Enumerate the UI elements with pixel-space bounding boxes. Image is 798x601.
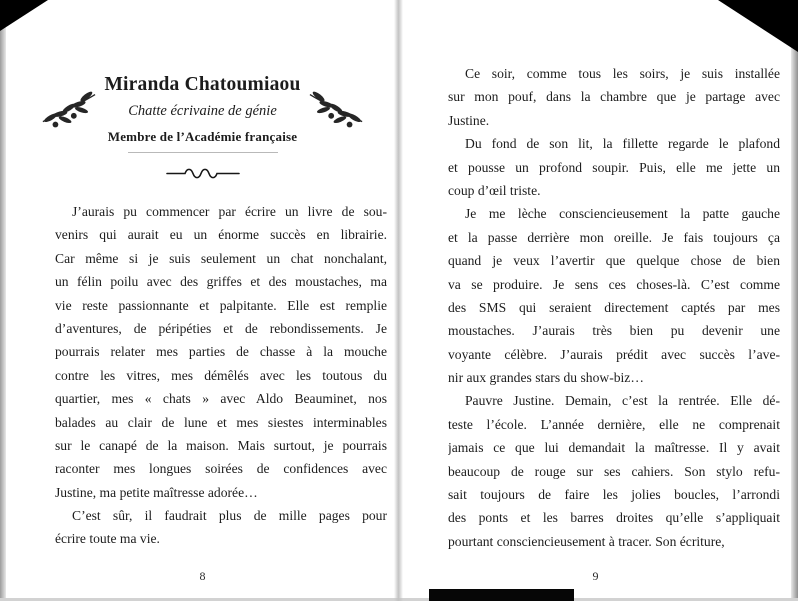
text-line: J’aurais pu commencer par écrire un livre de sou-	[72, 204, 387, 219]
laurel-branch-right-icon	[308, 88, 366, 139]
text-line: venirs qui aurait eu un énorme succès en librairie.	[55, 227, 387, 243]
text-line: d’aventures, de péripéties et de rebondissements. Je	[55, 320, 387, 336]
text-line: jamais ce que lui demandait la maîtresse. Il y avait	[448, 440, 780, 456]
page-number-right: 9	[592, 569, 599, 583]
text-line: contre les vitres, mes démêlés avec les toutous du	[55, 367, 387, 383]
paragraph	[448, 132, 780, 202]
left-page-text	[55, 200, 387, 551]
right-page	[401, 0, 790, 601]
text-line: C’est sûr, il faudrait plus de mille pages pour	[72, 508, 387, 524]
text-line: Pauvre Justine. Demain, c’est la rentrée. Elle dé-	[465, 393, 780, 409]
text-line: moustaches. J’aurais très bien pu devenir une	[448, 323, 780, 339]
text-line: des SMS qui seraient directement captés par mes	[448, 299, 780, 315]
paragraph	[448, 62, 780, 132]
text-line: Justine, ma petite maîtresse adorée…	[55, 484, 258, 500]
paragraph	[448, 202, 780, 389]
text-line: sur mon pouf, dans la chambre que je partage avec	[448, 89, 780, 105]
paragraph	[55, 504, 387, 551]
ornament-divider-icon	[8, 166, 397, 186]
book-title: Miranda Chatoumiaou	[104, 74, 301, 95]
text-line: Car même si je suis seulement un chat nonchalant,	[55, 250, 387, 266]
scan-edge-left	[0, 0, 6, 601]
text-line: beaucoup de rouge sur ses cahiers. Son stylo refu-	[448, 463, 780, 479]
text-line: sur le canapé de la maison. Mais surtout, je pourrais	[55, 437, 387, 453]
text-line: coup d’œil triste.	[448, 182, 541, 198]
text-line: et pousse un profond soupir. Puis, elle me jette un	[448, 159, 780, 175]
page-number-left: 8	[199, 569, 206, 583]
text-line: quand je veux l’avertir que quelque chose de bien	[448, 253, 780, 269]
text-line: pourtant consciencieusement à tracer. Son écriture,	[448, 533, 725, 549]
text-line: écrire toute ma vie.	[55, 531, 160, 547]
text-line: sait toujours de faire les jolies boucles, l’arrondi	[448, 487, 780, 503]
text-line: Du fond de son lit, la fillette regarde le plafond	[465, 136, 780, 152]
paragraph	[448, 389, 780, 553]
text-line: nir aux grandes stars du show-biz…	[448, 370, 644, 386]
right-page-text	[448, 62, 780, 553]
text-line: un félin poilu avec des griffes et des moustaches, ma	[55, 274, 387, 290]
text-line: Je me lèche consciencieusement la patte gauche	[465, 206, 780, 222]
book-header	[8, 74, 397, 153]
text-line: des ponts et les barres droites qu’elle s’appliquait	[448, 510, 780, 526]
header-text	[104, 74, 300, 153]
left-page	[8, 0, 397, 601]
text-line: vie reste passionnante et palpitante. Elle est remplie	[55, 297, 387, 313]
text-line: Justine.	[448, 112, 490, 128]
text-line: pourrais relater mes parties de chasse à la mouche	[55, 344, 387, 360]
book-subtitle: Chatte écrivaine de génie	[128, 103, 277, 119]
text-line: raconter mes longues soirées de confidences avec	[55, 461, 387, 477]
paragraph	[55, 200, 387, 504]
text-line: et la passe derrière mon oreille. Je fais toujours ça	[448, 229, 780, 245]
text-line: teste l’école. L’année dernière, elle ne comprenait	[448, 416, 780, 432]
book-affiliation: Membre de l’Académie française	[107, 129, 298, 144]
scan-edge-right	[791, 0, 798, 601]
text-line: voyante célèbre. J’aurais prédit avec succès l’ave-	[448, 346, 780, 362]
text-line: quartier, mes « chats » avec Aldo Beauminet, nos	[55, 391, 387, 407]
laurel-branch-left-icon	[39, 88, 97, 139]
text-line: Ce soir, comme tous les soirs, je suis installée	[465, 66, 780, 81]
text-line: balades au clair de lune et mes siestes interminables	[55, 414, 387, 430]
text-line: va se produire. Je sens ces choses-là. C’est comme	[448, 276, 780, 292]
header-rule	[128, 152, 278, 153]
